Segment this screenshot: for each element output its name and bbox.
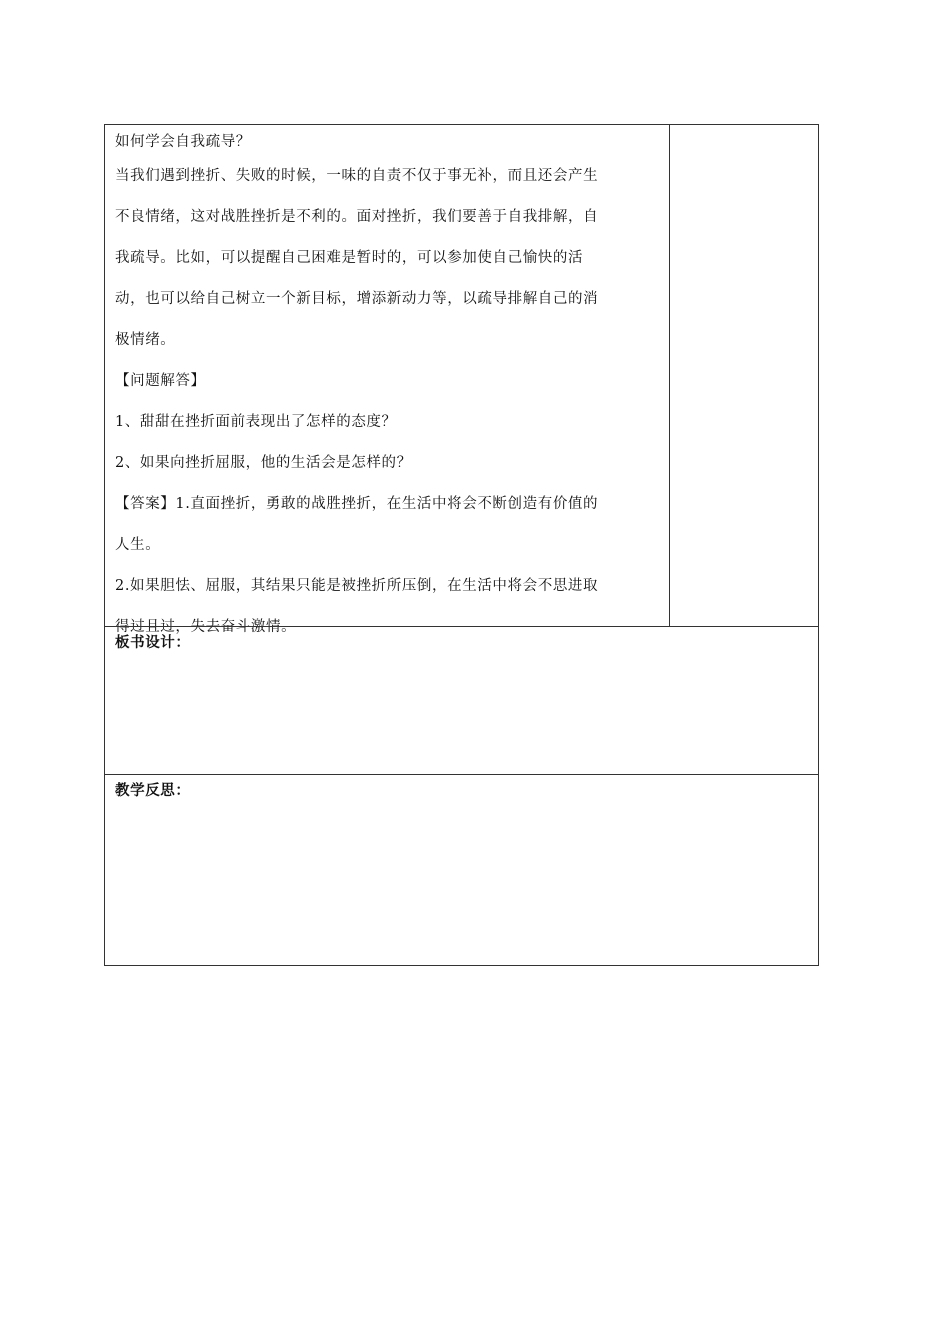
section-heading: 如何学会自我疏导？ — [115, 134, 251, 150]
paragraph-line: 我疏导。比如，可以提醒自己困难是暂时的，可以参加使自己愉快的活 — [115, 250, 584, 266]
answer-line: 人生。 — [115, 537, 161, 553]
question-item: 1、甜甜在挫折面前表现出了怎样的态度？ — [115, 414, 397, 430]
paragraph-line: 动，也可以给自己树立一个新目标，增添新动力等，以疏导排解自己的消 — [115, 291, 599, 307]
teaching-reflection-label: 教学反思： — [115, 783, 191, 799]
board-design-cell — [104, 626, 819, 775]
question-heading: 【问题解答】 — [115, 373, 206, 389]
paragraph-line: 当我们遇到挫折、失败的时候，一味的自责不仅于事无补，而且还会产生 — [115, 168, 599, 184]
notes-column-cell — [669, 124, 819, 627]
answer-line: 2.如果胆怯、屈服，其结果只能是被挫折所压倒，在生活中将会不思进取 — [115, 578, 599, 594]
question-item: 2、如果向挫折屈服，他的生活会是怎样的？ — [115, 455, 412, 471]
paragraph-line: 极情绪。 — [115, 332, 176, 348]
lesson-content-cell — [104, 124, 670, 635]
teaching-reflection-cell — [104, 774, 819, 966]
board-design-label: 板书设计： — [115, 635, 191, 651]
answer-line: 得过且过，失去奋斗激情。 — [115, 619, 297, 635]
answer-line: 【答案】1.直面挫折，勇敢的战胜挫折，在生活中将会不断创造有价值的 — [115, 496, 599, 512]
paragraph-line: 不良情绪，这对战胜挫折是不利的。面对挫折，我们要善于自我排解，自 — [115, 209, 599, 225]
